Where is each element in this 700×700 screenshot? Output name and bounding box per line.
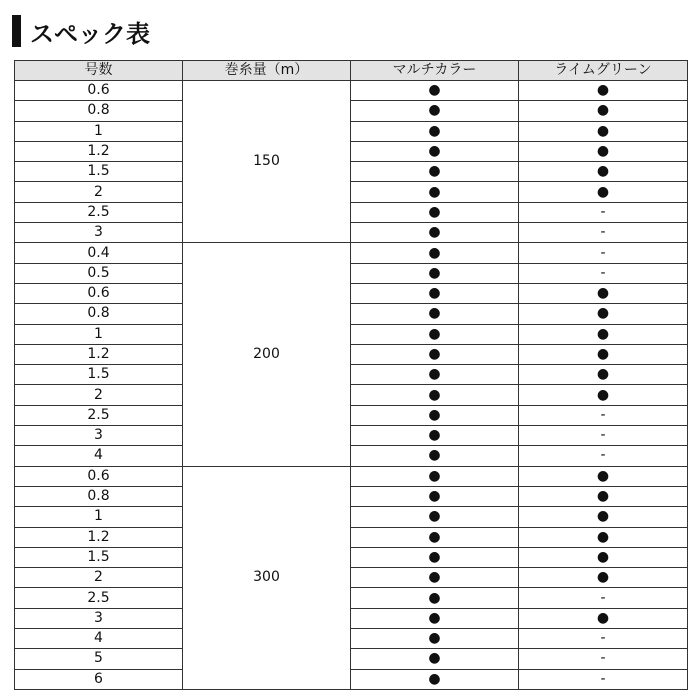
limegreen-availability: ● <box>519 365 688 385</box>
length-cell: 300 <box>183 466 351 689</box>
multicolor-availability: ● <box>351 283 519 303</box>
multicolor-availability: ● <box>351 304 519 324</box>
multicolor-availability: ● <box>351 121 519 141</box>
limegreen-availability: ● <box>519 385 688 405</box>
header-multicolor: マルチカラー <box>351 61 519 81</box>
size-cell: 1 <box>15 121 183 141</box>
length-cell: 150 <box>183 81 351 243</box>
table-row <box>15 466 688 486</box>
table-row <box>15 568 688 588</box>
limegreen-availability: ● <box>519 101 688 121</box>
table-row <box>15 527 688 547</box>
size-cell: 3 <box>15 223 183 243</box>
size-cell: 4 <box>15 629 183 649</box>
multicolor-availability: ● <box>351 263 519 283</box>
table-row <box>15 547 688 567</box>
limegreen-availability: - <box>519 588 688 608</box>
header-limegreen: ライムグリーン <box>519 61 688 81</box>
multicolor-availability: ● <box>351 608 519 628</box>
limegreen-availability: - <box>519 669 688 689</box>
table-row <box>15 486 688 506</box>
multicolor-availability: ● <box>351 182 519 202</box>
table-row <box>15 344 688 364</box>
size-cell: 1.5 <box>15 162 183 182</box>
table-row <box>15 649 688 669</box>
limegreen-availability: ● <box>519 182 688 202</box>
multicolor-availability: ● <box>351 547 519 567</box>
table-row <box>15 202 688 222</box>
multicolor-availability: ● <box>351 223 519 243</box>
limegreen-availability: ● <box>519 121 688 141</box>
multicolor-availability: ● <box>351 649 519 669</box>
limegreen-availability: - <box>519 649 688 669</box>
table-row <box>15 283 688 303</box>
limegreen-availability: ● <box>519 141 688 161</box>
size-cell: 0.5 <box>15 263 183 283</box>
table-row <box>15 588 688 608</box>
limegreen-availability: ● <box>519 466 688 486</box>
limegreen-availability: ● <box>519 568 688 588</box>
size-cell: 1.5 <box>15 365 183 385</box>
table-row <box>15 304 688 324</box>
header-length: 巻糸量（m） <box>183 61 351 81</box>
limegreen-availability: ● <box>519 527 688 547</box>
limegreen-availability: ● <box>519 81 688 101</box>
multicolor-availability: ● <box>351 141 519 161</box>
size-cell: 1.2 <box>15 141 183 161</box>
table-row <box>15 101 688 121</box>
multicolor-availability: ● <box>351 507 519 527</box>
page-title: スペック表 <box>30 19 150 48</box>
multicolor-availability: ● <box>351 162 519 182</box>
multicolor-availability: ● <box>351 446 519 466</box>
size-cell: 3 <box>15 426 183 446</box>
limegreen-availability: - <box>519 426 688 446</box>
table-row <box>15 669 688 689</box>
multicolor-availability: ● <box>351 202 519 222</box>
limegreen-availability: ● <box>519 486 688 506</box>
spec-table <box>14 60 688 690</box>
limegreen-availability: - <box>519 405 688 425</box>
size-cell: 5 <box>15 649 183 669</box>
multicolor-availability: ● <box>351 588 519 608</box>
size-cell: 3 <box>15 608 183 628</box>
multicolor-availability: ● <box>351 527 519 547</box>
limegreen-availability: - <box>519 263 688 283</box>
table-row <box>15 182 688 202</box>
limegreen-availability: ● <box>519 162 688 182</box>
table-row <box>15 608 688 628</box>
size-cell: 2 <box>15 182 183 202</box>
limegreen-availability: - <box>519 243 688 263</box>
page-header <box>12 14 150 48</box>
table-row <box>15 121 688 141</box>
size-cell: 4 <box>15 446 183 466</box>
limegreen-availability: - <box>519 202 688 222</box>
limegreen-availability: ● <box>519 507 688 527</box>
table-row <box>15 365 688 385</box>
table-row <box>15 426 688 446</box>
multicolor-availability: ● <box>351 486 519 506</box>
limegreen-availability: ● <box>519 283 688 303</box>
size-cell: 1 <box>15 507 183 527</box>
size-cell: 0.4 <box>15 243 183 263</box>
size-cell: 1.2 <box>15 527 183 547</box>
multicolor-availability: ● <box>351 405 519 425</box>
limegreen-availability: ● <box>519 324 688 344</box>
table-row <box>15 405 688 425</box>
limegreen-availability: - <box>519 223 688 243</box>
size-cell: 0.6 <box>15 81 183 101</box>
size-cell: 0.8 <box>15 486 183 506</box>
multicolor-availability: ● <box>351 243 519 263</box>
table-row <box>15 385 688 405</box>
multicolor-availability: ● <box>351 385 519 405</box>
size-cell: 6 <box>15 669 183 689</box>
table-row <box>15 263 688 283</box>
table-row <box>15 324 688 344</box>
size-cell: 2.5 <box>15 202 183 222</box>
size-cell: 0.8 <box>15 304 183 324</box>
table-row <box>15 223 688 243</box>
multicolor-availability: ● <box>351 426 519 446</box>
size-cell: 0.6 <box>15 466 183 486</box>
size-cell: 2.5 <box>15 588 183 608</box>
limegreen-availability: ● <box>519 344 688 364</box>
limegreen-availability: ● <box>519 608 688 628</box>
spec-table-header <box>15 61 688 81</box>
multicolor-availability: ● <box>351 324 519 344</box>
multicolor-availability: ● <box>351 669 519 689</box>
limegreen-availability: ● <box>519 304 688 324</box>
size-cell: 1 <box>15 324 183 344</box>
limegreen-availability: - <box>519 629 688 649</box>
title-accent-bar <box>12 15 21 47</box>
size-cell: 1.5 <box>15 547 183 567</box>
table-row <box>15 81 688 101</box>
multicolor-availability: ● <box>351 466 519 486</box>
multicolor-availability: ● <box>351 629 519 649</box>
size-cell: 0.6 <box>15 283 183 303</box>
size-cell: 2 <box>15 385 183 405</box>
multicolor-availability: ● <box>351 365 519 385</box>
header-row <box>15 61 688 81</box>
table-row <box>15 243 688 263</box>
table-row <box>15 507 688 527</box>
limegreen-availability: - <box>519 446 688 466</box>
limegreen-availability: ● <box>519 547 688 567</box>
spec-table-body <box>15 81 688 690</box>
table-row <box>15 629 688 649</box>
multicolor-availability: ● <box>351 101 519 121</box>
size-cell: 2 <box>15 568 183 588</box>
multicolor-availability: ● <box>351 568 519 588</box>
multicolor-availability: ● <box>351 344 519 364</box>
table-row <box>15 162 688 182</box>
table-row <box>15 446 688 466</box>
multicolor-availability: ● <box>351 81 519 101</box>
size-cell: 1.2 <box>15 344 183 364</box>
table-row <box>15 141 688 161</box>
size-cell: 2.5 <box>15 405 183 425</box>
size-cell: 0.8 <box>15 101 183 121</box>
length-cell: 200 <box>183 243 351 466</box>
header-size: 号数 <box>15 61 183 81</box>
